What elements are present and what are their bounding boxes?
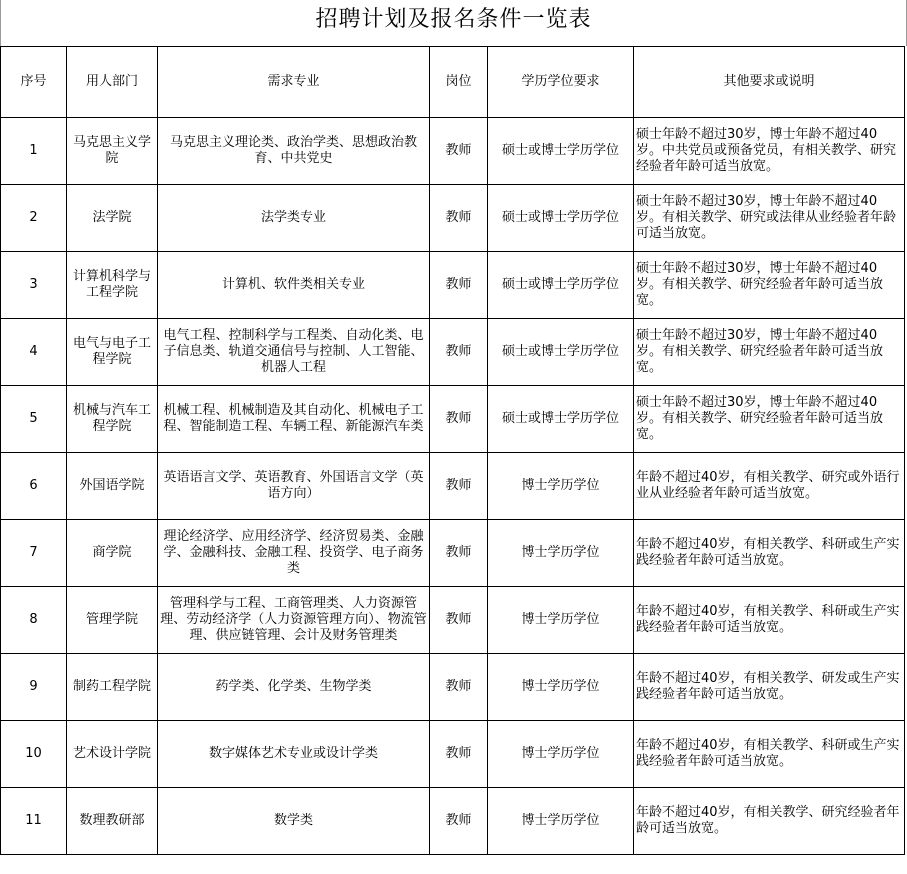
header-dept: 用人部门 (67, 47, 158, 118)
cell-seq: 7 (1, 520, 67, 587)
cell-other: 年龄不超过40岁，有相关教学、研究经验者年龄可适当放宽。 (634, 788, 905, 855)
cell-dept: 数理教研部 (67, 788, 158, 855)
cell-major: 管理科学与工程、工商管理类、人力资源管理、劳动经济学（人力资源管理方向）、物流管理、供应链管理、会计及财务管理类 (158, 587, 430, 654)
cell-dept: 艺术设计学院 (67, 721, 158, 788)
table-row (1, 252, 905, 319)
cell-dept: 管理学院 (67, 587, 158, 654)
cell-degree: 硕士或博士学历学位 (488, 386, 634, 453)
cell-post: 教师 (430, 654, 488, 721)
cell-other: 年龄不超过40岁，有相关教学、研究或外语行业从业经验者年龄可适当放宽。 (634, 453, 905, 520)
cell-other: 硕士年龄不超过30岁，博士年龄不超过40岁。有相关教学、研究经验者年龄可适当放宽。 (634, 252, 905, 319)
cell-post: 教师 (430, 788, 488, 855)
cell-seq: 1 (1, 118, 67, 185)
cell-dept: 制药工程学院 (67, 654, 158, 721)
cell-other: 硕士年龄不超过30岁，博士年龄不超过40岁。有相关教学、研究经验者年龄可适当放宽。 (634, 319, 905, 386)
cell-degree: 博士学历学位 (488, 788, 634, 855)
table-row (1, 319, 905, 386)
table-row (1, 788, 905, 855)
cell-major: 药学类、化学类、生物学类 (158, 654, 430, 721)
cell-degree: 硕士或博士学历学位 (488, 252, 634, 319)
cell-seq: 8 (1, 587, 67, 654)
table-body (1, 118, 905, 855)
table-row (1, 386, 905, 453)
cell-post: 教师 (430, 520, 488, 587)
cell-post: 教师 (430, 386, 488, 453)
cell-seq: 5 (1, 386, 67, 453)
cell-seq: 3 (1, 252, 67, 319)
cell-other: 硕士年龄不超过30岁，博士年龄不超过40岁。中共党员或预备党员，有相关教学、研究经验者年龄可适当放宽。 (634, 118, 905, 185)
table-row (1, 453, 905, 520)
header-other: 其他要求或说明 (634, 47, 905, 118)
table-row (1, 654, 905, 721)
cell-degree: 博士学历学位 (488, 721, 634, 788)
cell-seq: 11 (1, 788, 67, 855)
cell-dept: 机械与汽车工程学院 (67, 386, 158, 453)
header-major: 需求专业 (158, 47, 430, 118)
cell-post: 教师 (430, 587, 488, 654)
cell-major: 计算机、软件类相关专业 (158, 252, 430, 319)
cell-dept: 马克思主义学院 (67, 118, 158, 185)
cell-major: 数学类 (158, 788, 430, 855)
recruitment-table (0, 46, 905, 855)
cell-post: 教师 (430, 453, 488, 520)
cell-degree: 硕士或博士学历学位 (488, 185, 634, 252)
cell-major: 数字媒体艺术专业或设计学类 (158, 721, 430, 788)
table-row (1, 185, 905, 252)
cell-degree: 博士学历学位 (488, 654, 634, 721)
cell-seq: 6 (1, 453, 67, 520)
cell-other: 年龄不超过40岁，有相关教学、科研或生产实践经验者年龄可适当放宽。 (634, 721, 905, 788)
cell-post: 教师 (430, 721, 488, 788)
cell-seq: 10 (1, 721, 67, 788)
cell-dept: 电气与电子工程学院 (67, 319, 158, 386)
page-title: 招聘计划及报名条件一览表 (0, 0, 907, 46)
header-seq: 序号 (1, 47, 67, 118)
cell-post: 教师 (430, 252, 488, 319)
cell-major: 电气工程、控制科学与工程类、自动化类、电子信息类、轨道交通信号与控制、人工智能、机器人工程 (158, 319, 430, 386)
cell-other: 硕士年龄不超过30岁，博士年龄不超过40岁。有相关教学、研究经验者年龄可适当放宽。 (634, 386, 905, 453)
table-row (1, 118, 905, 185)
cell-seq: 9 (1, 654, 67, 721)
table-row (1, 721, 905, 788)
cell-dept: 计算机科学与工程学院 (67, 252, 158, 319)
header-row (1, 47, 905, 118)
cell-degree: 博士学历学位 (488, 587, 634, 654)
cell-post: 教师 (430, 319, 488, 386)
cell-other: 年龄不超过40岁，有相关教学、科研或生产实践经验者年龄可适当放宽。 (634, 587, 905, 654)
cell-post: 教师 (430, 185, 488, 252)
cell-dept: 外国语学院 (67, 453, 158, 520)
header-post: 岗位 (430, 47, 488, 118)
cell-major: 理论经济学、应用经济学、经济贸易类、金融学、金融科技、金融工程、投资学、电子商务类 (158, 520, 430, 587)
cell-dept: 商学院 (67, 520, 158, 587)
cell-major: 机械工程、机械制造及其自动化、机械电子工程、智能制造工程、车辆工程、新能源汽车类 (158, 386, 430, 453)
header-degree: 学历学位要求 (488, 47, 634, 118)
cell-other: 年龄不超过40岁，有相关教学、研发或生产实践经验者年龄可适当放宽。 (634, 654, 905, 721)
table-row (1, 587, 905, 654)
table-row (1, 520, 905, 587)
cell-major: 英语语言文学、英语教育、外国语言文学（英语方向） (158, 453, 430, 520)
cell-degree: 硕士或博士学历学位 (488, 319, 634, 386)
cell-major: 法学类专业 (158, 185, 430, 252)
cell-degree: 博士学历学位 (488, 453, 634, 520)
cell-degree: 博士学历学位 (488, 520, 634, 587)
cell-seq: 2 (1, 185, 67, 252)
cell-major: 马克思主义理论类、政治学类、思想政治教育、中共党史 (158, 118, 430, 185)
cell-other: 年龄不超过40岁，有相关教学、科研或生产实践经验者年龄可适当放宽。 (634, 520, 905, 587)
cell-degree: 硕士或博士学历学位 (488, 118, 634, 185)
cell-seq: 4 (1, 319, 67, 386)
cell-dept: 法学院 (67, 185, 158, 252)
cell-post: 教师 (430, 118, 488, 185)
cell-other: 硕士年龄不超过30岁，博士年龄不超过40岁。有相关教学、研究或法律从业经验者年龄可适当放宽。 (634, 185, 905, 252)
